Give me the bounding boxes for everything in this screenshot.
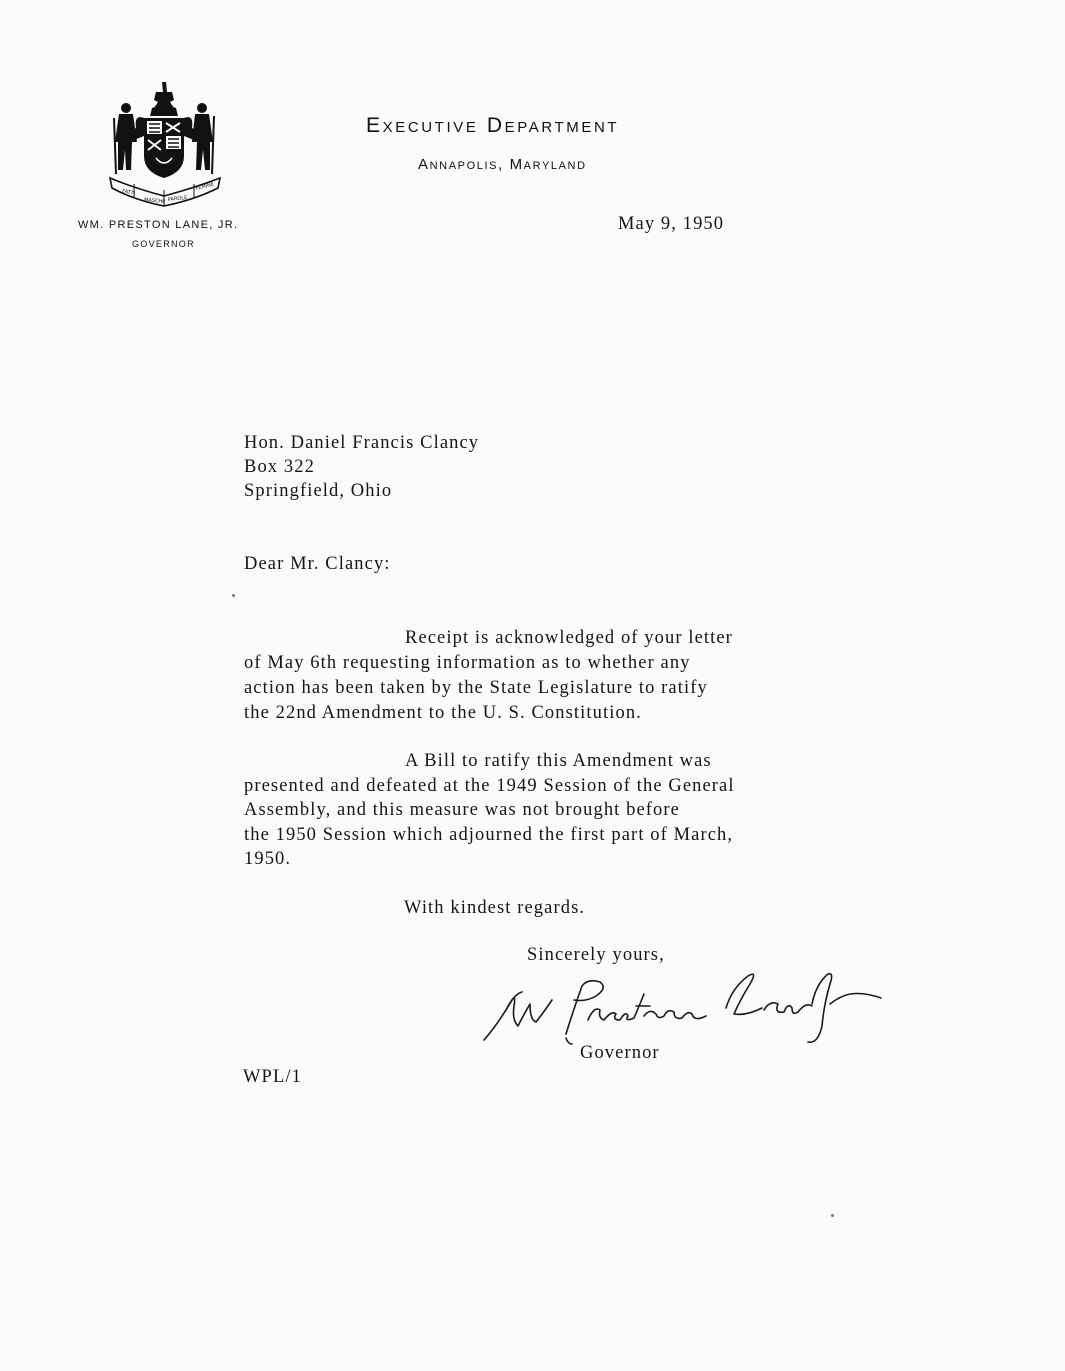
paragraph-line: the 22nd Amendment to the U. S. Constitution.: [244, 703, 642, 723]
svg-text:MASCHII: MASCHII: [143, 197, 166, 206]
paper-speck: [232, 594, 235, 597]
regards-line: With kindest regards.: [404, 898, 586, 918]
governor-title: GOVERNOR: [132, 239, 195, 249]
maryland-great-seal-icon: [104, 78, 226, 208]
svg-text:PAROLE: PAROLE: [167, 194, 188, 203]
recipient-name: Hon. Daniel Francis Clancy: [244, 433, 480, 453]
paragraph-line: 1950.: [244, 849, 292, 869]
paragraph-line: presented and defeated at the 1949 Session of the General: [244, 775, 735, 796]
reference-initials: WPL/1: [243, 1067, 302, 1087]
paragraph-line: action has been taken by the State Legislature to ratify: [244, 678, 708, 698]
closing-line: Sincerely yours,: [527, 945, 665, 965]
body-paragraph-1: [244, 626, 733, 726]
salutation: Dear Mr. Clancy:: [244, 554, 391, 574]
paragraph-line: A Bill to ratify this Amendment was: [405, 751, 712, 771]
recipient-address: [244, 431, 479, 503]
recipient-city: Springfield, Ohio: [244, 481, 393, 501]
paragraph-line: the 1950 Session which adjourned the first part of March,: [244, 824, 734, 845]
svg-text:FATTI: FATTI: [121, 188, 136, 198]
governor-name: WM. PRESTON LANE, JR.: [78, 219, 239, 231]
letter-date: May 9, 1950: [618, 214, 725, 234]
signer-title: Governor: [580, 1043, 660, 1063]
department-city: Annapolis, Maryland: [418, 156, 587, 173]
paragraph-line: Receipt is acknowledged of your letter: [405, 628, 733, 648]
svg-text:FEMINE: FEMINE: [195, 181, 215, 192]
paragraph-line: of May 6th requesting information as to whether any: [244, 653, 691, 673]
paragraph-line: Assembly, and this measure was not brought before: [244, 800, 680, 820]
body-paragraph-2: [244, 749, 735, 872]
department-heading: Executive Department: [366, 114, 620, 137]
handwritten-signature-icon: [478, 964, 883, 1048]
recipient-box: Box 322: [244, 457, 315, 477]
paper-speck: [831, 1214, 834, 1217]
